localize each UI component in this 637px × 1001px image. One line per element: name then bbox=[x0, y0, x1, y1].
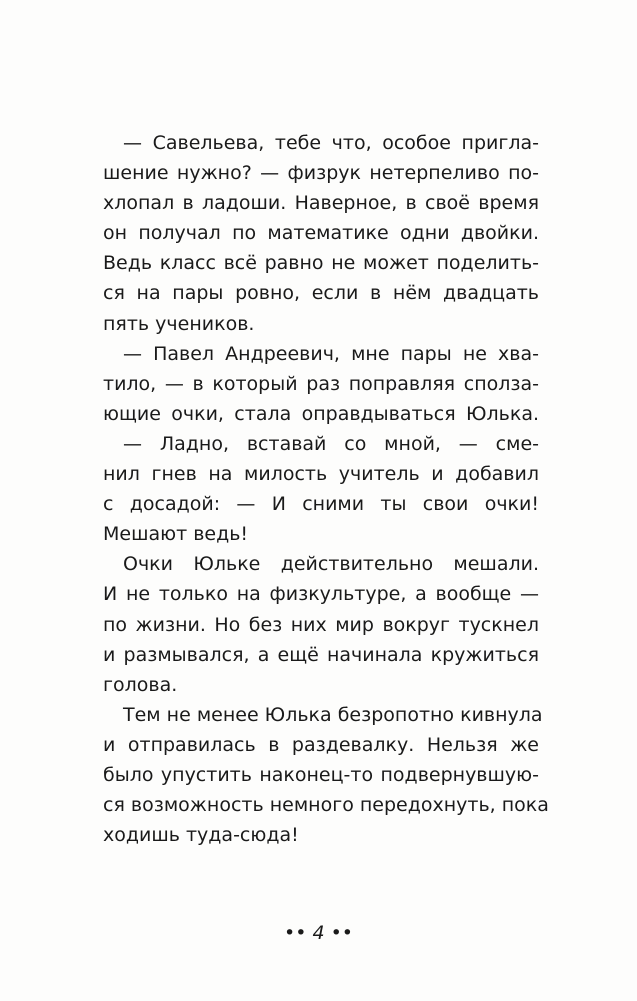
paragraph bbox=[103, 128, 539, 339]
text-line: ющие очки, стала оправдываться Юлька. bbox=[103, 402, 539, 425]
text-line: Мешают ведь! bbox=[103, 523, 249, 546]
text-line: с досадой: — И сними ты свои очки! bbox=[103, 493, 539, 516]
text-line: тило, — в который раз поправляя сполза- bbox=[103, 372, 539, 395]
text-line: он получал по математике одни двойки. bbox=[103, 222, 539, 245]
text-line: нил гнев на милость учитель и добавил bbox=[103, 463, 539, 486]
page-number: •• 4 •• bbox=[284, 922, 353, 944]
text-line: и размывался, а ещё начинала кружиться bbox=[103, 643, 539, 666]
text-line: Тем не менее Юлька безропотно кивнула bbox=[123, 703, 543, 726]
text-line: и отправилась в раздевалку. Нельзя же bbox=[103, 733, 539, 756]
paragraph bbox=[103, 339, 539, 429]
text-line: Ведь класс всё равно не может поделить- bbox=[103, 252, 539, 275]
text-line: — Ладно, вставай со мной, — сме- bbox=[123, 432, 539, 455]
paragraph bbox=[103, 700, 549, 850]
paragraph bbox=[103, 549, 539, 699]
body-text bbox=[103, 128, 549, 850]
text-line: И не только на физкультуре, а вообще — bbox=[103, 583, 539, 606]
text-line: по жизни. Но без них мир вокруг тускнел bbox=[103, 613, 539, 636]
text-line: ся на пары ровно, если в нём двадцать bbox=[103, 282, 539, 305]
text-line: шение нужно? — физрук нетерпеливо по- bbox=[103, 162, 539, 185]
text-line: ся возможность немного передохнуть, пока bbox=[103, 794, 549, 817]
text-line: голова. bbox=[103, 673, 178, 696]
text-line: — Павел Андреевич, мне пары не хва- bbox=[123, 342, 539, 365]
text-line: было упустить наконец-то подвернувшую- bbox=[103, 763, 539, 786]
text-line: хлопал в ладоши. Наверное, в своё время bbox=[103, 192, 539, 215]
text-line: — Савельева, тебе что, особое пригла- bbox=[123, 132, 539, 154]
text-line: ходишь туда-сюда! bbox=[103, 824, 299, 847]
text-line: Очки Юльке действительно мешали. bbox=[123, 553, 539, 576]
paragraph bbox=[103, 429, 539, 549]
text-line: пять учеников. bbox=[103, 312, 255, 335]
